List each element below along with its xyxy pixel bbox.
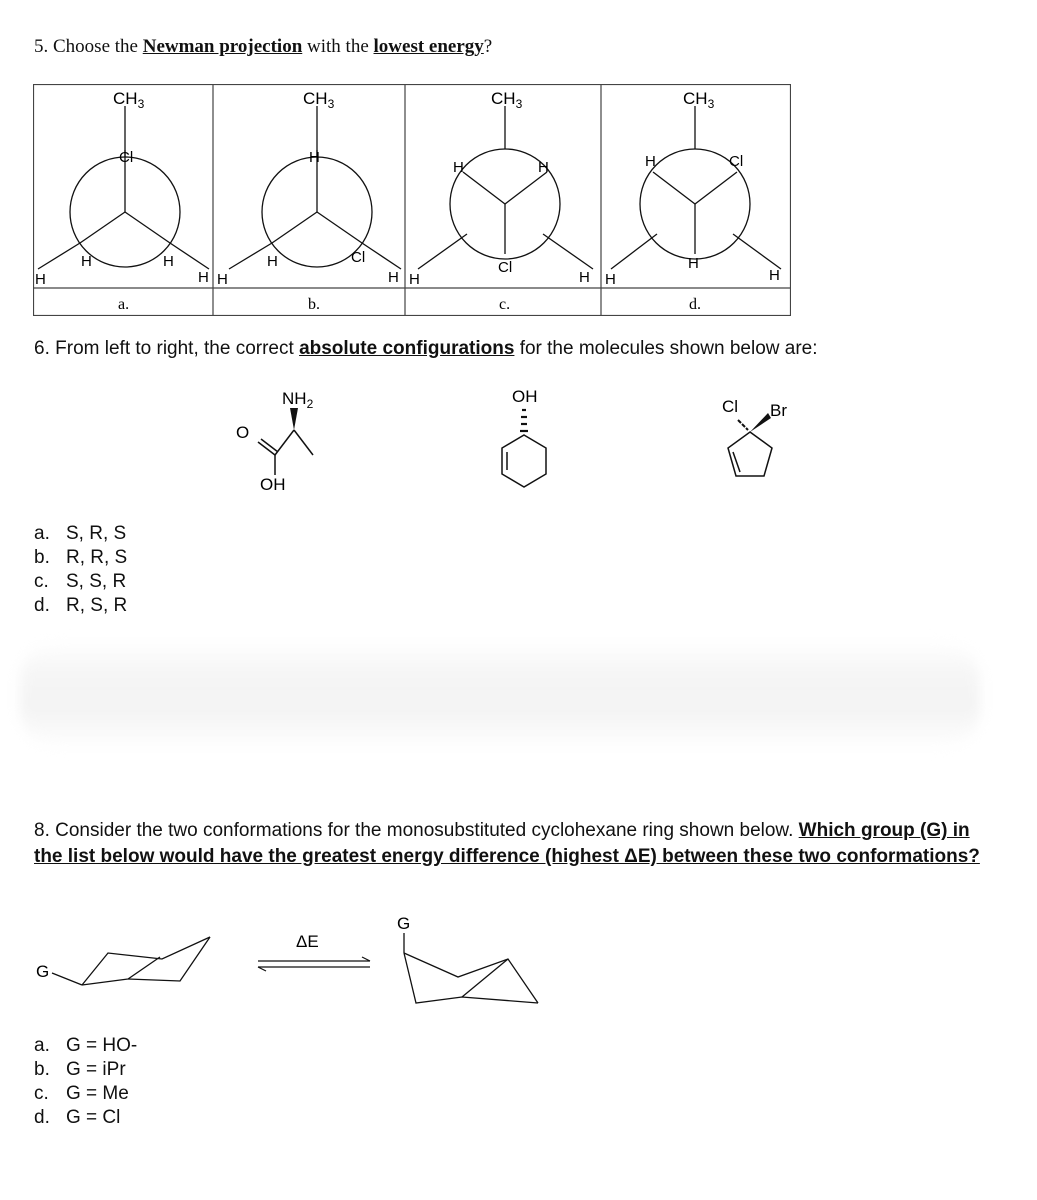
question-8: [34, 818, 994, 870]
molecule-3: [728, 432, 772, 476]
question-5: [34, 36, 492, 58]
option-key: a.: [34, 523, 50, 544]
option-b[interactable]: [34, 1058, 137, 1082]
substituent-label: $CH_3$: [303, 89, 335, 111]
emphasis-term: lowest energy: [373, 36, 484, 57]
question-text: Consider the two conformations for the monosubstituted cyclohexane ring shown below.: [55, 820, 794, 841]
question-text: From left to right, the correct: [55, 338, 294, 359]
hash-bond: [520, 410, 528, 431]
option-c[interactable]: [34, 1082, 137, 1106]
newman-projection-table: [33, 84, 791, 316]
group-label: G: [397, 915, 411, 933]
substituent-label: $CH_3$: [491, 89, 523, 111]
question-6: [34, 338, 818, 360]
option-text: G = Cl: [66, 1107, 121, 1128]
option-label: c.: [499, 296, 511, 313]
option-d[interactable]: [34, 1106, 137, 1130]
newman-b: [229, 106, 401, 269]
newman-d: [611, 106, 781, 269]
q6-molecules: [220, 380, 820, 500]
option-key: b.: [34, 1059, 50, 1080]
option-d[interactable]: [34, 594, 127, 618]
substituent-label: H: [579, 269, 590, 286]
q6-options: [34, 522, 127, 618]
substituent-label: H: [35, 271, 46, 288]
substituent-label: H: [388, 269, 399, 286]
substituent-label: Cl: [498, 259, 513, 276]
atom-label: $NH_2$: [282, 389, 314, 411]
substituent-label: H: [217, 271, 228, 288]
substituent-label: H: [688, 255, 699, 272]
atom-label: O: [236, 423, 250, 442]
blurred-region: [20, 640, 980, 750]
question-text: for the molecules shown below are:: [519, 338, 818, 359]
option-b[interactable]: [34, 546, 127, 570]
substituent-label: H: [198, 269, 209, 286]
option-key: d.: [34, 1107, 50, 1128]
substituent-label: H: [163, 253, 174, 270]
option-text: G = HO-: [66, 1035, 138, 1056]
question-number: 6.: [34, 338, 50, 359]
option-label: b.: [308, 296, 320, 313]
option-key: a.: [34, 1035, 50, 1056]
substituent-label: H: [267, 253, 278, 270]
option-text: S, R, S: [66, 523, 127, 544]
newman-a: [38, 106, 209, 269]
emphasis-term: Newman projection: [142, 36, 303, 57]
newman-c: [418, 106, 593, 269]
chair-equatorial: [52, 937, 210, 985]
substituent-label: H: [309, 149, 320, 166]
atom-label: Br: [770, 401, 787, 420]
q8-options: [34, 1034, 137, 1130]
question-text: Choose the: [53, 36, 138, 57]
substituent-label: H: [769, 267, 780, 284]
substituent-label: H: [645, 153, 656, 170]
option-text: G = iPr: [66, 1059, 126, 1080]
emphasis-term: Which group (G) in the list below would have the greatest energy difference (highest ΔE) between these two conformations?: [34, 820, 980, 867]
substituent-label: $CH_3$: [113, 89, 145, 111]
option-key: c.: [34, 571, 49, 592]
option-a[interactable]: [34, 522, 127, 546]
option-text: R, R, S: [66, 547, 128, 568]
option-text: G = Me: [66, 1083, 129, 1104]
substituent-label: H: [538, 159, 549, 176]
substituent-label: Cl: [729, 153, 744, 170]
substituent-label: H: [605, 271, 616, 288]
molecule-1: [258, 430, 313, 475]
option-key: c.: [34, 1083, 49, 1104]
question-text: with the: [307, 36, 369, 57]
atom-label: OH: [260, 475, 286, 494]
option-a[interactable]: [34, 1034, 137, 1058]
molecule-2: [502, 435, 546, 487]
option-label: d.: [689, 296, 701, 313]
atom-label: Cl: [722, 397, 739, 416]
option-key: b.: [34, 547, 50, 568]
delta-e-label: ΔE: [296, 932, 319, 951]
equilibrium-arrows: [258, 957, 370, 971]
option-c[interactable]: [34, 570, 127, 594]
substituent-label: H: [453, 159, 464, 176]
option-text: R, S, R: [66, 595, 128, 616]
hash-bond: [738, 420, 748, 430]
question-number: 8.: [34, 820, 50, 841]
substituent-label: H: [409, 271, 420, 288]
substituent-label: Cl: [119, 149, 134, 166]
option-text: S, S, R: [66, 571, 127, 592]
question-number: 5.: [34, 36, 49, 57]
substituent-label: Cl: [351, 249, 366, 266]
question-text: ?: [483, 36, 493, 57]
emphasis-term: absolute configurations: [299, 338, 515, 359]
q8-conformation-diagram: [30, 915, 570, 1015]
group-label: G: [36, 962, 50, 981]
chair-axial: [404, 933, 538, 1003]
wedge-bond: [290, 408, 298, 430]
substituent-label: $CH_3$: [683, 89, 715, 111]
wedge-bond: [750, 413, 771, 432]
atom-label: OH: [512, 387, 538, 406]
substituent-label: H: [81, 253, 92, 270]
option-key: d.: [34, 595, 50, 616]
option-label: a.: [118, 296, 130, 313]
